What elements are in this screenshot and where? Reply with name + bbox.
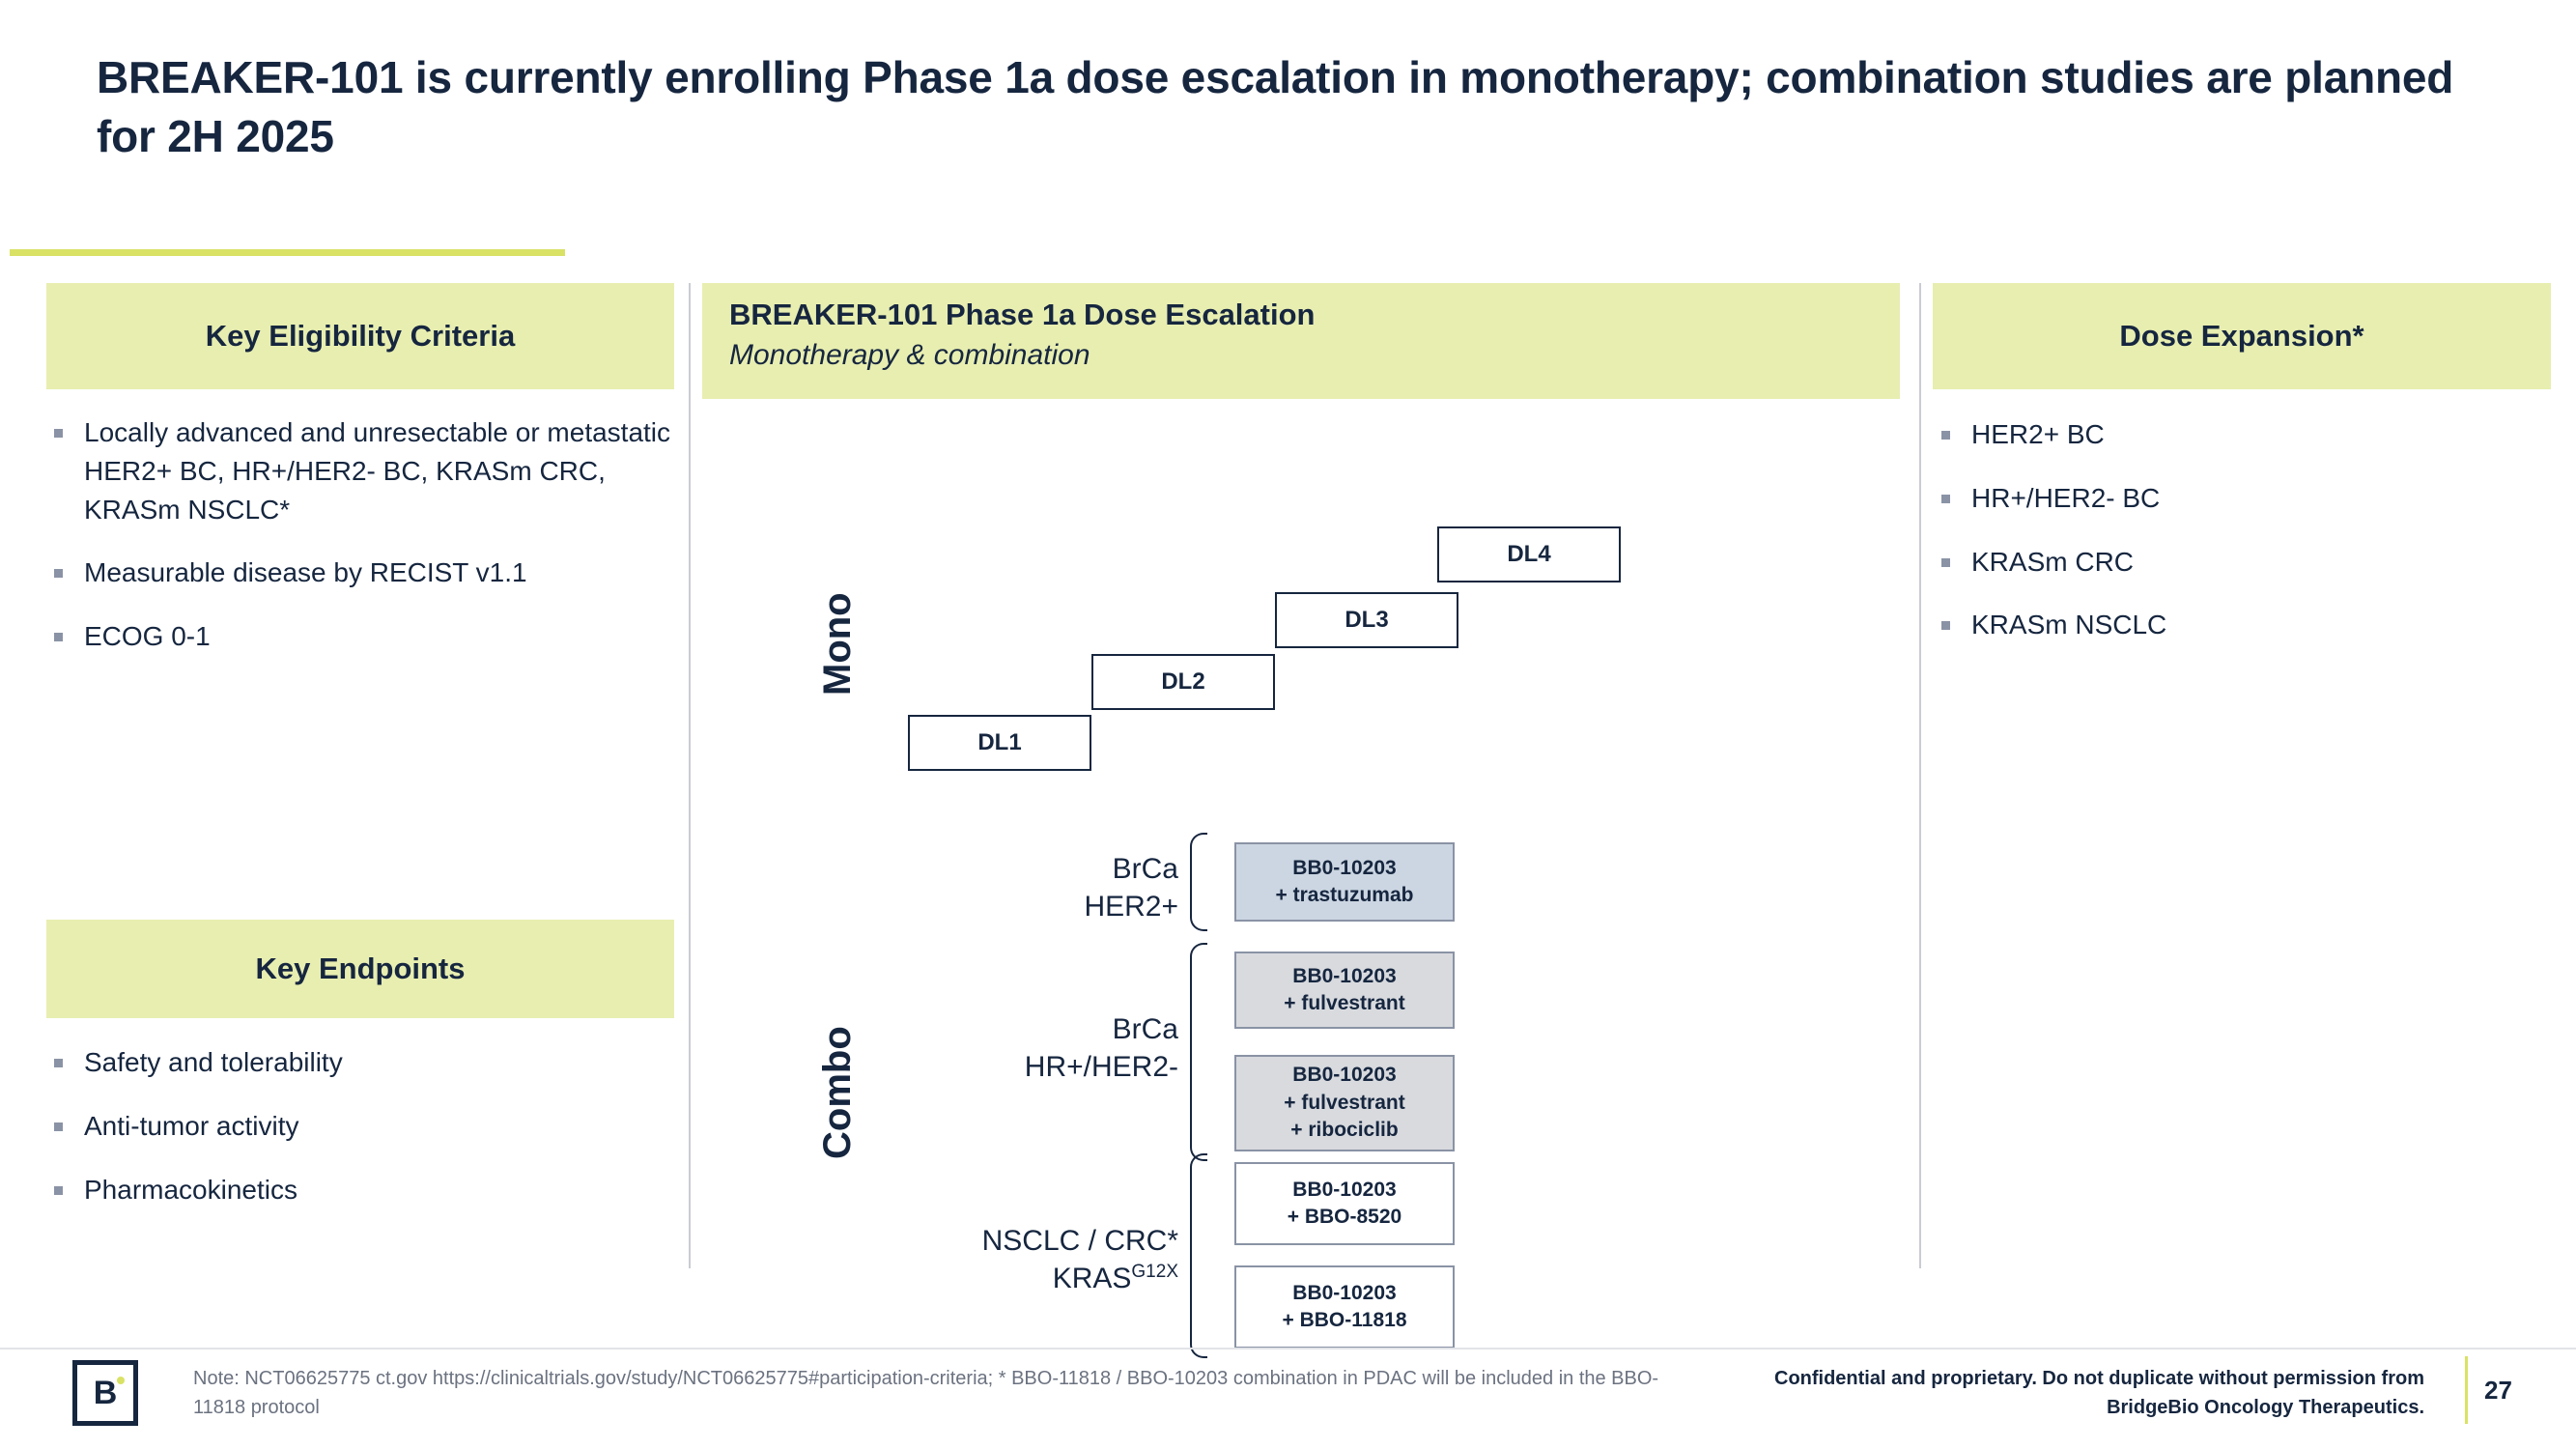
dose-level-box-4: DL4: [1437, 526, 1621, 582]
bullet-square-icon: [1941, 558, 1950, 567]
cohort-label-line1: NSCLC / CRC*: [981, 1225, 1178, 1257]
combo-line1: BB0-10203: [1292, 1064, 1397, 1087]
list-item-label: Safety and tolerability: [84, 1047, 343, 1077]
bullet-square-icon: [1941, 431, 1950, 440]
list-item: [1941, 606, 2560, 644]
page-number-rule: [2465, 1356, 2468, 1424]
combo-line3: + ribociclib: [1290, 1119, 1399, 1142]
combo-line1: BB0-10203: [1292, 856, 1397, 879]
cohort-label-nsclc-crc: [850, 1222, 1178, 1297]
list-item: [54, 1107, 692, 1146]
list-item: [54, 1171, 692, 1209]
combo-line2: + BBO-11818: [1282, 1309, 1407, 1331]
confidentiality-notice: Confidential and proprietary. Do not duplicate without permission from BridgeBio Oncology Therapeutics.: [1774, 1368, 2424, 1418]
combo-axis-label: Combo: [816, 1026, 859, 1159]
cohort-label-line2: HER2+: [1084, 891, 1178, 923]
eligibility-header: Key Eligibility Criteria: [46, 283, 674, 389]
column-separator-right: [1919, 283, 1921, 1268]
bullet-square-icon: [54, 1122, 63, 1131]
dose-level-box-2: DL2: [1091, 654, 1275, 710]
list-item: [1941, 415, 2560, 454]
combo-box-4: [1234, 1162, 1455, 1245]
list-item: [54, 617, 692, 656]
list-item-label: ECOG 0-1: [84, 621, 211, 651]
bullet-square-icon: [54, 429, 63, 438]
cohort-label-line1: BrCa: [1112, 853, 1178, 885]
dose-level-box-1: DL1: [908, 715, 1091, 771]
bullet-square-icon: [1941, 495, 1950, 503]
footer-divider: [0, 1348, 2576, 1350]
combo-box-5: [1234, 1265, 1455, 1349]
cohort-label-superscript: G12X: [1131, 1262, 1178, 1282]
combo-line1: BB0-10203: [1292, 1281, 1397, 1304]
bullet-square-icon: [54, 1059, 63, 1067]
brace-arm-3: [1190, 1153, 1207, 1358]
dose-escalation-subtitle: Monotherapy & combination: [729, 339, 1090, 372]
combo-box-1: [1234, 842, 1455, 922]
dose-expansion-list: [1941, 415, 2560, 669]
dose-escalation-header: [702, 283, 1900, 399]
cohort-label-line2: [850, 1260, 1178, 1297]
title-underline-rule: [10, 249, 565, 256]
mono-axis-label: Mono: [816, 592, 859, 696]
cohort-label-brca-her2pos: [918, 850, 1178, 925]
cohort-label-kras: KRAS: [1052, 1263, 1132, 1294]
bullet-square-icon: [1941, 621, 1950, 630]
footnote: Note: NCT06625775 ct.gov https://clinicaltrials.gov/study/NCT06625775#participation-criteria; * BBO-11818 / BBO-10203 combination in PDAC will be included in the BBO-11818 protocol: [193, 1368, 1659, 1418]
combo-line2: + trastuzumab: [1275, 884, 1414, 906]
list-item-label: Locally advanced and unresectable or metastatic HER2+ BC, HR+/HER2- BC, KRASm CRC, KRASm NSCLC*: [84, 417, 671, 525]
page-title: BREAKER-101 is currently enrolling Phase 1a dose escalation in monotherapy; combination studies are planned for 2H 2025: [97, 52, 2454, 162]
eligibility-list: [54, 413, 692, 681]
endpoints-list: [54, 1043, 692, 1234]
bridgebio-logo: [72, 1360, 138, 1426]
cohort-label-line2: HR+/HER2-: [1024, 1051, 1178, 1083]
list-item-label: HER2+ BC: [1971, 419, 2105, 449]
logo-dot-icon: [117, 1377, 125, 1384]
bullet-square-icon: [54, 633, 63, 641]
combo-line2: + fulvestrant: [1284, 992, 1405, 1014]
brace-arm-2: [1190, 943, 1207, 1161]
list-item-label: KRASm NSCLC: [1971, 610, 2167, 640]
cohort-label-line1: BrCa: [1112, 1013, 1178, 1045]
logo-letter: B: [93, 1374, 118, 1411]
combo-line1: BB0-10203: [1292, 964, 1397, 987]
list-item: [1941, 479, 2560, 518]
list-item: [54, 413, 692, 528]
list-item-label: HR+/HER2- BC: [1971, 482, 2161, 513]
dose-escalation-title: BREAKER-101 Phase 1a Dose Escalation: [729, 298, 1316, 331]
list-item-label: Anti-tumor activity: [84, 1110, 299, 1141]
bullet-square-icon: [54, 569, 63, 578]
brace-arm-1: [1190, 833, 1207, 931]
endpoints-header: Key Endpoints: [46, 920, 674, 1018]
list-item-label: Measurable disease by RECIST v1.1: [84, 557, 527, 588]
list-item: [1941, 543, 2560, 582]
page-number: 27: [2484, 1376, 2512, 1405]
combo-line1: BB0-10203: [1292, 1178, 1397, 1201]
combo-line2: + fulvestrant: [1284, 1091, 1405, 1114]
list-item: [54, 1043, 692, 1082]
list-item-label: KRASm CRC: [1971, 546, 2135, 577]
combo-line2: + BBO-8520: [1287, 1206, 1402, 1228]
dose-expansion-header: Dose Expansion*: [1933, 283, 2551, 389]
dose-level-box-3: DL3: [1275, 592, 1458, 648]
bullet-square-icon: [54, 1186, 63, 1195]
list-item-label: Pharmacokinetics: [84, 1174, 297, 1205]
combo-box-3: [1234, 1055, 1455, 1151]
cohort-label-brca-hrpos: [918, 1010, 1178, 1086]
combo-box-2: [1234, 952, 1455, 1029]
list-item: [54, 554, 692, 592]
